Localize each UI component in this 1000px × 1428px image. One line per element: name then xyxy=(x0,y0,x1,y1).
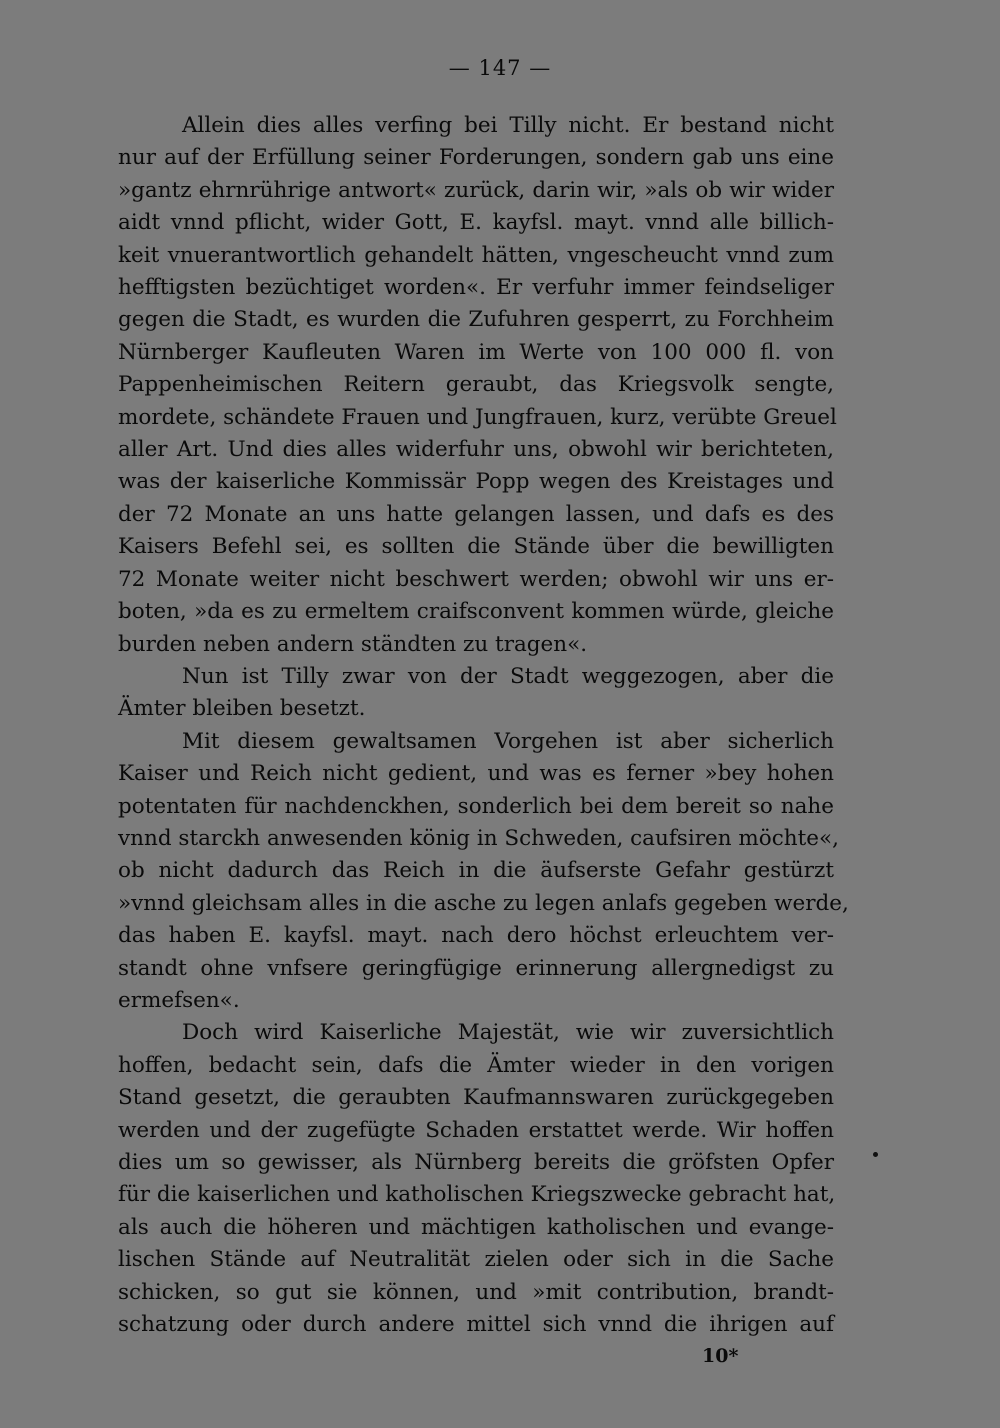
text-line: Nun ist Tilly zwar von der Stadt weggezogen, aber die xyxy=(182,663,834,689)
text-line: »gantz ehrnrührige antwort« zurück, darin wir, »als ob wir wider xyxy=(118,177,834,203)
text-line: Kaiser und Reich nicht gedient, und was es ferner »bey hohen xyxy=(118,761,834,787)
text-line: keit vnuerantwortlich gehandelt hätten, vngescheucht vnnd zum xyxy=(118,242,834,268)
stray-dot-mark xyxy=(873,1152,878,1157)
text-line: ermefsen«. xyxy=(118,987,240,1013)
text-line: Pappenheimischen Reitern geraubt, das Kriegsvolk sengte, xyxy=(118,372,834,398)
text-line: Nürnberger Kaufleuten Waren im Werte von 100 000 fl. von xyxy=(118,339,834,365)
text-line: lischen Stände auf Neutralität zielen oder sich in die Sache xyxy=(118,1247,834,1273)
text-line: der 72 Monate an uns hatte gelangen lassen, und dafs es des xyxy=(118,501,834,527)
text-line: was der kaiserliche Kommissär Popp wegen des Kreistages und xyxy=(118,469,834,495)
text-line: das haben E. kayfsl. mayt. nach dero höchst erleuchtem ver- xyxy=(118,923,834,949)
text-line: Ämter bleiben besetzt. xyxy=(118,696,366,722)
paragraph-4 xyxy=(118,1017,834,1341)
text-line: boten, »da es zu ermeltem craifsconvent kommen würde, gleiche xyxy=(118,599,834,625)
text-line: werden und der zugefügte Schaden erstattet werde. Wir hoffen xyxy=(118,1117,834,1143)
signature-mark: 10* xyxy=(702,1345,739,1367)
text-line: schatzung oder durch andere mittel sich vnnd die ihrigen auf xyxy=(118,1312,834,1338)
text-line: Stand gesetzt, die geraubten Kaufmannswaren zurückgegeben xyxy=(118,1085,834,1111)
text-line: »vnnd gleichsam alles in die asche zu legen anlafs gegeben werde, xyxy=(118,890,849,916)
text-line: hefftigsten bezüchtiget worden«. Er verfuhr immer feindseliger xyxy=(118,275,834,301)
text-line: Allein dies alles verfing bei Tilly nicht. Er bestand nicht xyxy=(182,113,834,138)
text-line: ob nicht dadurch das Reich in die äufserste Gefahr gestürzt xyxy=(118,858,834,884)
paragraph-3 xyxy=(118,726,849,1018)
text-line: für die kaiserlichen und katholischen Kriegszwecke gebracht hat, xyxy=(118,1182,836,1208)
text-line: gegen die Stadt, es wurden die Zufuhren gesperrt, zu Forchheim xyxy=(118,307,834,333)
text-line: vnnd starckh anwesenden könig in Schweden, caufsiren möchte«, xyxy=(118,825,839,851)
page-number: — 147 — xyxy=(448,56,552,80)
text-line: Mit diesem gewaltsamen Vorgehen ist aber sicherlich xyxy=(182,728,834,754)
text-line: standt ohne vnfsere geringfügige erinnerung allergnedigst zu xyxy=(118,955,834,981)
text-line: hoffen, bedacht sein, dafs die Ämter wieder in den vorigen xyxy=(118,1052,834,1078)
paragraph-2 xyxy=(118,661,834,726)
text-line: mordete, schändete Frauen und Jungfrauen, kurz, verübte Greuel xyxy=(118,404,837,430)
text-line: als auch die höheren und mächtigen katholischen und evange- xyxy=(118,1214,834,1240)
text-line: Kaisers Befehl sei, es sollten die Stände über die bewilligten xyxy=(118,534,834,560)
paragraph-1 xyxy=(118,110,837,661)
body-text xyxy=(118,110,849,1341)
text-line: Doch wird Kaiserliche Majestät, wie wir zuversichtlich xyxy=(182,1020,834,1046)
text-line: nur auf der Erfüllung seiner Forderungen, sondern gab uns eine xyxy=(118,145,834,171)
text-line: dies um so gewisser, als Nürnberg bereits die gröfsten Opfer xyxy=(118,1150,834,1175)
text-line: schicken, so gut sie können, und »mit contribution, brandt- xyxy=(118,1279,834,1305)
text-line: 72 Monate weiter nicht beschwert werden; obwohl wir uns er- xyxy=(118,566,834,592)
text-line: aidt vnnd pflicht, wider Gott, E. kayfsl. mayt. vnnd alle billich- xyxy=(118,210,834,236)
text-line: burden neben andern ständten zu tragen«. xyxy=(118,631,588,657)
text-line: aller Art. Und dies alles widerfuhr uns, obwohl wir berichteten, xyxy=(118,437,834,463)
text-line: potentaten für nachdenckhen, sonderlich bei dem bereit so nahe xyxy=(118,793,834,819)
